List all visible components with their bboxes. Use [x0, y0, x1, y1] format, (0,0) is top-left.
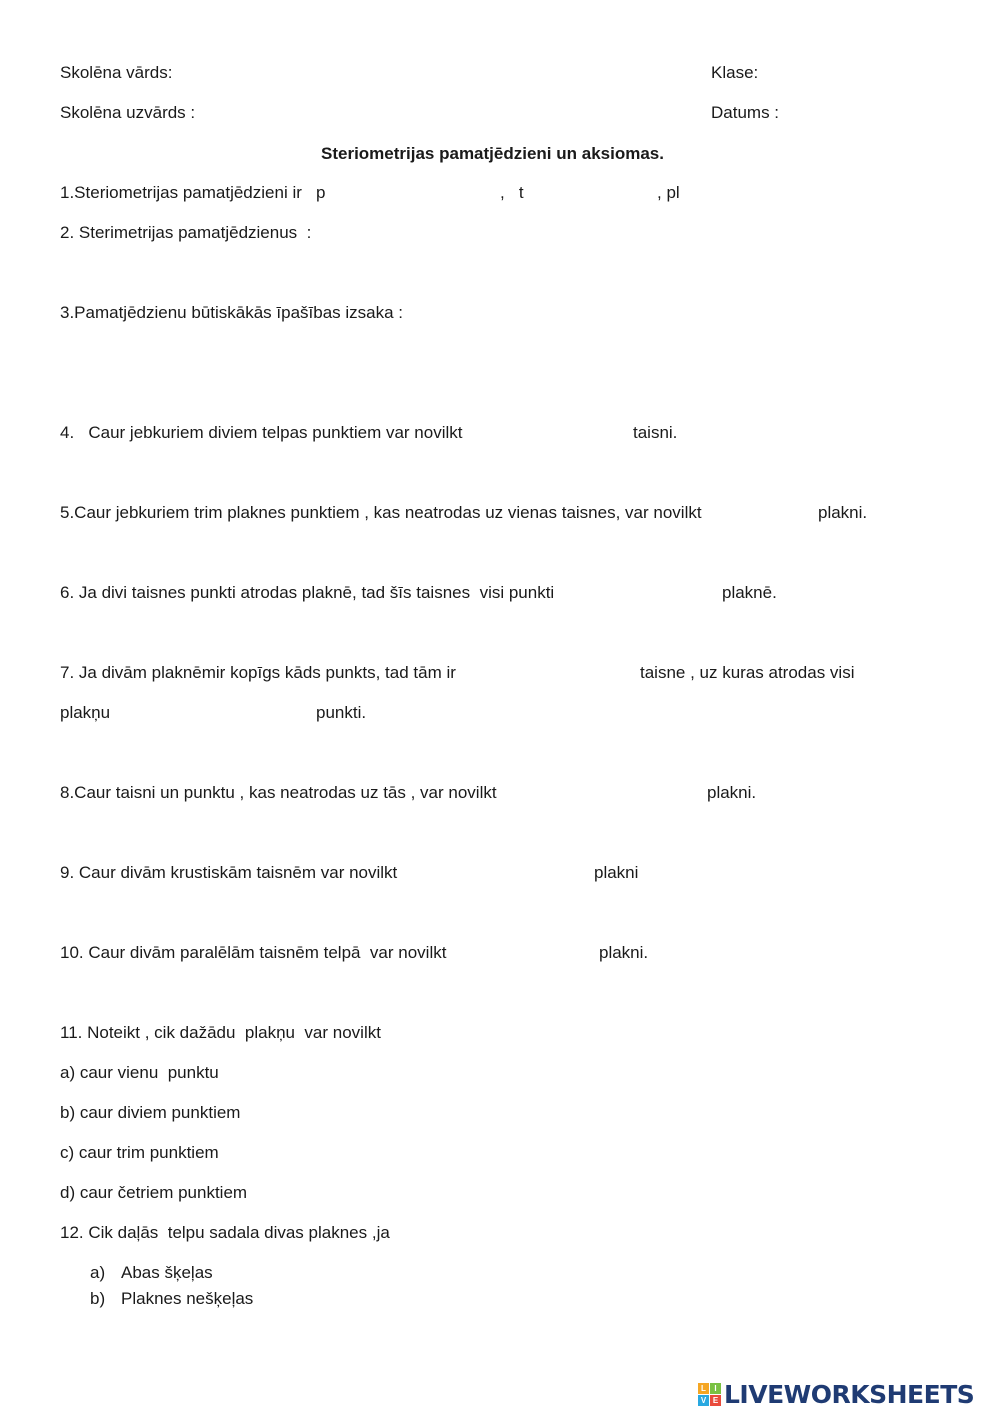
liveworksheets-logo — [698, 1380, 974, 1408]
logo-mark-v: V — [698, 1395, 709, 1406]
q7-line2-end: punkti. — [316, 703, 367, 722]
q12-item-a-text: Abas šķeļas — [121, 1263, 213, 1282]
q11-item-c: c) caur trim punktiem — [60, 1143, 219, 1162]
q10-text-start: 10. Caur divām paralēlām taisnēm telpā var novilkt — [60, 943, 447, 962]
q11-item-b: b) caur diviem punktiem — [60, 1103, 241, 1122]
q11-item-a: a) caur vienu punktu — [60, 1063, 219, 1082]
q12-text: 12. Cik daļās telpu sadala divas plaknes ,ja — [60, 1223, 390, 1242]
q12-item-b-text: Plaknes nešķeļas — [121, 1289, 254, 1308]
q8-text-start: 8.Caur taisni un punktu , kas neatrodas uz tās , var novilkt — [60, 783, 497, 802]
q4-text-end: taisni. — [633, 423, 678, 442]
q4-text-start: 4. Caur jebkuriem diviem telpas punktiem var novilkt — [60, 423, 463, 442]
q11-item-d: d) caur četriem punktiem — [60, 1183, 248, 1202]
q1-text-start: 1.Steriometrijas pamatjēdzieni ir p — [60, 183, 326, 202]
q6-text-start: 6. Ja divi taisnes punkti atrodas plaknē, tad šīs taisnes visi punkti — [60, 583, 555, 602]
q1-text-end: , pl — [657, 183, 680, 202]
q1-text-mid: , t — [500, 183, 524, 202]
student-surname-label: Skolēna uzvārds : — [60, 103, 196, 122]
logo-mark-i: I — [710, 1383, 721, 1394]
q6-text-end: plaknē. — [722, 583, 777, 602]
q12-item-b-marker: b) — [90, 1289, 106, 1308]
q3-text: 3.Pamatjēdzienu būtiskākās īpašības izsaka : — [60, 303, 404, 322]
q9-text-start: 9. Caur divām krustiskām taisnēm var novilkt — [60, 863, 398, 882]
q7-text-start: 7. Ja divām plaknēmir kopīgs kāds punkts, tad tām ir — [60, 663, 456, 682]
date-label: Datums : — [711, 103, 780, 122]
logo-mark-e: E — [710, 1395, 721, 1406]
q12-item-a-marker: a) — [90, 1263, 106, 1282]
q5-text-start: 5.Caur jebkuriem trim plaknes punktiem , kas neatrodas uz vienas taisnes, var novilkt — [60, 503, 702, 522]
q8-text-end: plakni. — [707, 783, 757, 802]
logo-mark-l: L — [698, 1383, 709, 1394]
q10-text-end: plakni. — [599, 943, 649, 962]
q2-text: 2. Sterimetrijas pamatjēdzienus : — [60, 223, 312, 242]
q7-line2-start: plakņu — [60, 703, 111, 722]
q7-text-end: taisne , uz kuras atrodas visi — [640, 663, 855, 682]
worksheet-title: Steriometrijas pamatjēdzieni un aksiomas. — [321, 144, 664, 163]
student-name-label: Skolēna vārds: — [60, 63, 173, 82]
q5-text-end: plakni. — [818, 503, 868, 522]
liveworksheets-logo-text: LIVEWORKSHEETS — [724, 1379, 975, 1409]
class-label: Klase: — [711, 63, 759, 82]
q11-text: 11. Noteikt , cik dažādu plakņu var novilkt — [60, 1023, 381, 1042]
liveworksheets-logo-icon — [698, 1383, 721, 1406]
q9-text-end: plakni — [594, 863, 639, 882]
